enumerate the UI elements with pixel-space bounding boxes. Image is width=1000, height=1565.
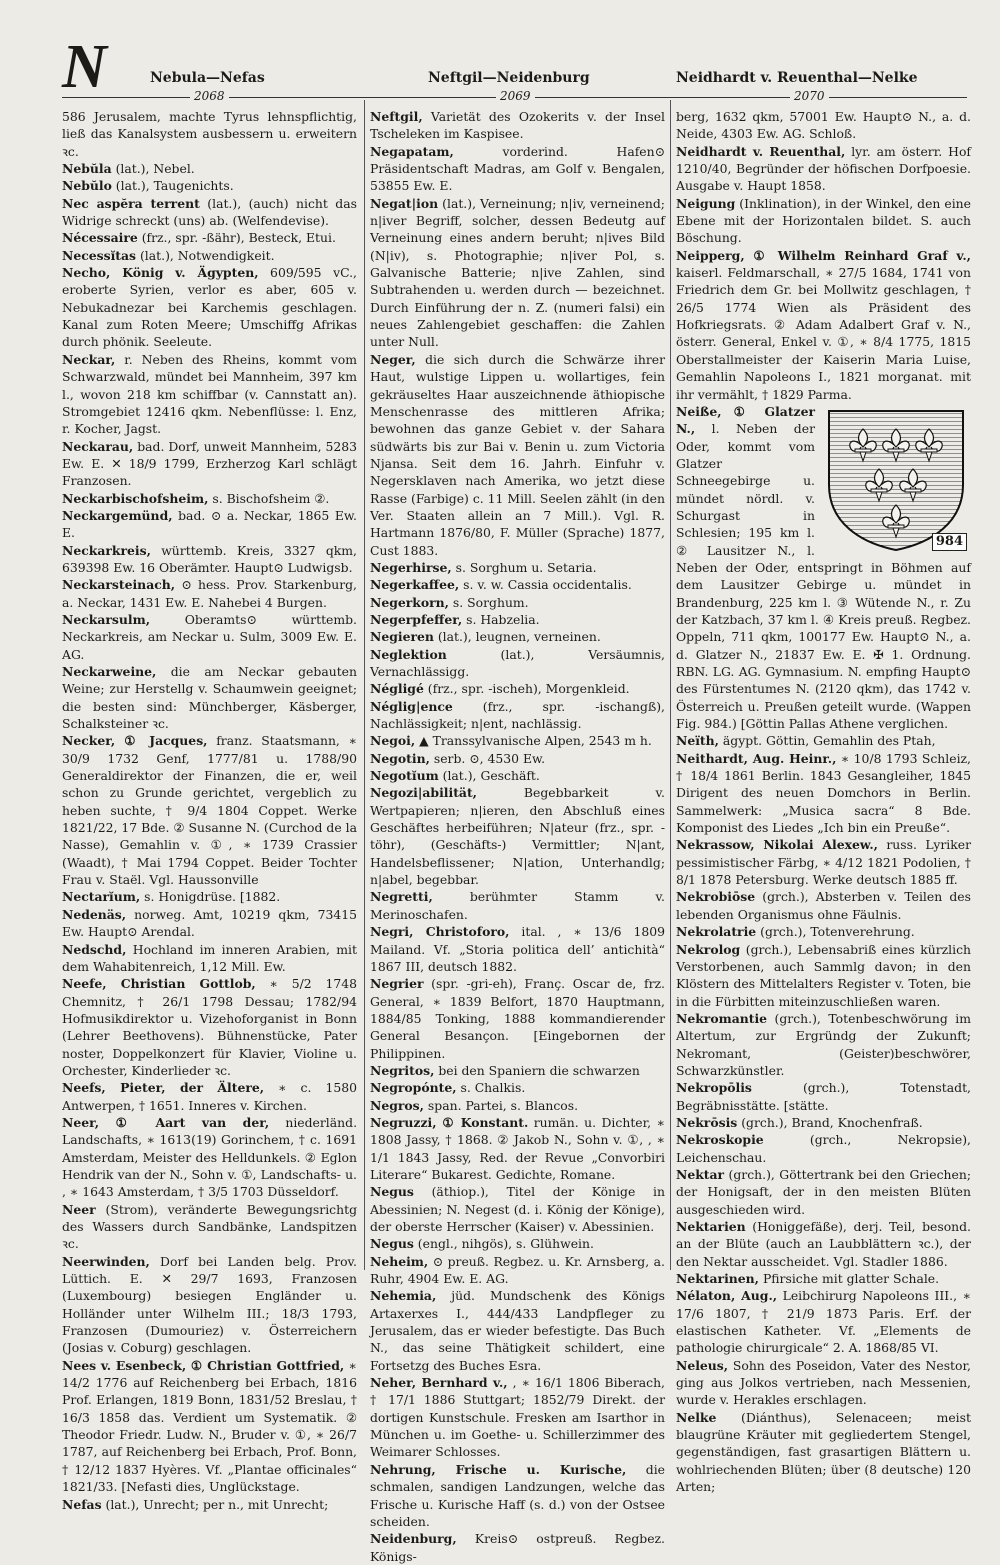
entry-headword: Nebŭla	[62, 161, 112, 177]
entry-text: ▲ Transsylvanische Alpen, 2543 m h.	[415, 733, 652, 749]
entry-text: s. Chalkis.	[456, 1080, 526, 1096]
entry-text: (lat.), Geschäft.	[438, 768, 540, 784]
dictionary-entry	[62, 663, 357, 732]
entry-text: vorderind. Hafen⊙ Präsidentschaft Madras, am Golf v. Bengalen, 53855 Ew. E.	[370, 143, 665, 194]
entry-headword: Neigung	[676, 195, 736, 211]
entry-text: (frz., spr. -ßähr), Besteck, Etui.	[137, 230, 336, 246]
entry-text: kaiserl. Feldmarschall, ∗ 27/5 1684, 1741 von Friedrich dem Gr. bei Mollwitz geschlagen, † 26/5 1774 Wien als Präsident des Hofkriegsrats. ② Adam Adalbert Graf v. N., österr. General, Enkel v. ①, ∗ 8/4 1775, 1815 Oberstallmeister der Kaiserin Maria Luise, Gemahlin Napoleons I., 1821 morganat. mit ihr vermählt, † 1829 Parma.	[676, 265, 971, 402]
dictionary-entry	[370, 1097, 665, 1114]
dictionary-entry	[676, 403, 971, 733]
entry-headword: Nekrōsis	[676, 1114, 738, 1130]
entry-headword: Neglektion	[370, 646, 447, 662]
entry-headword: Negerkorn,	[370, 594, 449, 610]
entry-text: 586 Jerusalem, machte Tyrus lehnspflichtig, ließ das Kanalsystem ausbessern u. erweitern ꝛc.	[62, 109, 357, 159]
entry-text: Oberamts⊙ württemb. Neckarkreis, am Neckar u. Sulm, 3009 Ew. E. AG.	[62, 611, 357, 662]
entry-text: bad. ⊙ a. Neckar, 1865 Ew. E.	[62, 507, 357, 541]
entry-text: (lat.), Taugenichts.	[111, 178, 234, 194]
entry-headword: Neipperg, ① Wilhelm Reinhard Graf v.,	[676, 247, 971, 263]
entry-text: (lat.), Versäumnis, Vernachlässigg.	[370, 646, 665, 679]
dictionary-entry	[370, 646, 665, 681]
entry-text: s. Habzelia.	[462, 611, 540, 627]
entry-text: ∗ 14/2 1776 auf Reichenberg bei Erbach, 1816 Prof. Erlangen, 1819 Bonn, 1831/52 Breslau, † 16/3 1858 das. Verdient um Systematik. ② Theodor Friedr. Ludw. N., Bruder v. ①, ∗ 26/7 1787, auf Reichenberg bei Erbach, Prof. Bonn, † 12/12 1837 Hyères. Vf. „Plantae officinales“ 1821/33. [Nefasti dies, Unglückstage.	[62, 1357, 357, 1495]
dictionary-entry	[62, 906, 357, 941]
entry-headword: Nedenäs,	[62, 906, 127, 922]
dictionary-entry	[676, 108, 971, 143]
dictionary-entry	[62, 177, 357, 194]
dictionary-entry	[676, 750, 971, 837]
entry-headword: Neefs, Pieter, der Ältere,	[62, 1080, 265, 1096]
dictionary-entry	[62, 1201, 357, 1253]
dictionary-entry	[676, 941, 971, 1010]
entry-text: (spr. -gri-eh), Franç. Oscar de, frz. General, ∗ 1839 Belfort, 1870 Hauptmann, 1884/85 Tonking, 1888 kommandierender General Besançon. [Eingebornen der Philippinen.	[370, 976, 665, 1061]
dictionary-entry	[370, 195, 665, 351]
dictionary-entry	[676, 836, 971, 888]
entry-text: (Inklination), in der Winkel, den eine Ebene mit der Horizontalen bildet. S. auch Böschung.	[676, 195, 971, 246]
entry-headword: Neckarweine,	[62, 664, 157, 679]
entry-text: (grch.), Göttertrank bei den Griechen; der Honigsaft, der in den meisten Blüten ausgeschieden wird.	[676, 1166, 971, 1217]
column-divider	[670, 100, 671, 1270]
entry-headword: Negri, Christoforo,	[370, 924, 510, 940]
dictionary-entry	[62, 542, 357, 577]
entry-text: rumän. u. Dichter, ∗ 1808 Jassy, † 1868. ② Jakob N., Sohn v. ①, , ∗ 1/1 1843 Jassy, Red. der Revue „Convorbiri Literare“ Bukarest. Gedichte, Romane.	[370, 1114, 665, 1182]
dictionary-entry	[370, 1253, 665, 1288]
dictionary-entry	[370, 750, 665, 767]
entry-text: bei den Spaniern die schwarzen	[434, 1062, 640, 1078]
dictionary-entry	[62, 975, 357, 1079]
entry-headword: Nekromantie	[676, 1010, 768, 1026]
dictionary-entry	[370, 767, 665, 784]
dictionary-entry	[676, 1357, 971, 1409]
entry-text: (lat.), Verneinung; n|iv, verneinend; n|iver Begriff, solcher, dessen Bedeutg auf Verneinung eines andern beruht; n|ives Bild (N|iv), s. Photographie; n|iver Pol, s. Galvanische Batterie; n|ive Zahlen, sind Subtrahenden u. werden durch — bezeichnet. Durch Einführung der n. Z. (numeri falsi) ein neues Zahlengebiet geschaffen: die Zahlen unter Null.	[370, 195, 665, 350]
dictionary-entry	[62, 507, 357, 542]
entry-headword: Nécessaire	[62, 230, 138, 246]
page-number-1: 2068	[190, 89, 229, 103]
dictionary-entry	[676, 1409, 971, 1496]
dictionary-entry	[676, 1270, 971, 1287]
entry-headword: Nektar	[676, 1166, 725, 1182]
dictionary-entry	[676, 732, 971, 749]
entry-text: (frz., spr. -ischeh), Morgenkleid.	[423, 681, 630, 697]
dictionary-entry	[370, 1183, 665, 1235]
entry-text: ∗ 5/2 1748 Chemnitz, † 26/1 1798 Dessau; 1782/94 Hofmusikdirektor u. Vizehoforganist in Bonn (Lehrer Beethovens). Bühnenstücke, Pater noster, Doppelkonzert für Klavier, Violine u. Orchester, Kinderlieder ꝛc.	[62, 976, 357, 1078]
entry-text: ital. , ∗ 13/6 1809 Mailand. Vf. „Storia politica dell’ antichità“ 1867 III, deutsch 1882.	[370, 924, 665, 974]
dictionary-entry	[62, 576, 357, 611]
entry-headword: Neckar,	[62, 351, 116, 367]
entry-headword: Negotin,	[370, 750, 430, 766]
column-divider	[364, 100, 365, 1270]
dictionary-entry	[370, 1062, 665, 1079]
entry-text: russ. Lyriker pessimistischer Färbg, ∗ 4/12 1821 Podolien, † 8/1 1878 Petersburg. Werke deutsch 1885 ff.	[676, 837, 971, 888]
dictionary-entry	[370, 576, 665, 593]
dictionary-entry	[62, 941, 357, 976]
dictionary-entry	[62, 247, 357, 264]
entry-headword: Neerwinden,	[62, 1253, 150, 1269]
entry-text: (Diánthus), Selenaceen; meist blaugrüne Kräuter mit gegliedertem Stengel, gegenständigen, fast grasartigen Blättern u. wohlriechenden Blüten; über (8 deutsche) 120 Arten;	[676, 1409, 971, 1495]
entry-headword: Negrier	[370, 976, 424, 992]
dictionary-entry	[676, 143, 971, 195]
entry-headword: Nekrolatrie	[676, 924, 757, 940]
entry-text: Pfirsiche mit glatter Schale.	[759, 1271, 940, 1287]
figure-number: 984	[932, 533, 967, 551]
entry-headword: Nehrung, Frische u. Kurische,	[370, 1461, 627, 1477]
entry-text: r. Neben des Rheins, kommt vom Schwarzwald, mündet bei Mannheim, 397 km l., wovon 218 km schiffbar (v. Cannstatt an). Stromgebiet 12416 qkm. Nebenflüsse: l. Enz, r. Kocher, Jagst.	[62, 351, 357, 437]
entry-text: (frz., spr. -ischangß), Nachlässigkeit; n|ent, nachlässig.	[370, 698, 665, 732]
dictionary-entry	[370, 594, 665, 611]
entry-headword: Nekroskopie	[676, 1132, 764, 1148]
dictionary-entry	[62, 1079, 357, 1114]
entry-headword: Negieren	[370, 629, 434, 645]
entry-headword: Nees v. Esenbeck, ① Christian Gottfried,	[62, 1357, 345, 1373]
dictionary-entry	[62, 1357, 357, 1496]
dictionary-entry	[370, 108, 665, 143]
entry-text: span. Partei, s. Blancos.	[423, 1097, 579, 1113]
dictionary-entry	[676, 1131, 971, 1166]
dictionary-entry	[676, 195, 971, 247]
entry-text: württemb. Kreis, 3327 qkm, 639398 Ew. 16 Oberämter. Haupt⊙ Ludwigsb.	[62, 542, 357, 575]
entry-text: (grch.), Totenverehrung.	[756, 924, 915, 940]
entry-text: die am Neckar gebauten Weine; zur Herstellg v. Schaumwein geeignet; die besten sind: Münchberger, Käsberger, Schalksteiner ꝛc.	[62, 664, 357, 732]
entry-headword: Neiße, ① Glatzer N.,	[676, 403, 815, 437]
entry-headword: Nectarĭum,	[62, 889, 141, 905]
entry-text: (lat.), Notwendigkeit.	[136, 247, 275, 263]
entry-headword: Nec aspĕra terrent	[62, 195, 200, 211]
entry-headword: Nebŭlo	[62, 178, 112, 194]
entry-text: ⊙ preuß. Regbez. u. Kr. Arnsberg, a. Ruhr, 4904 Ew. E. AG.	[370, 1253, 665, 1287]
entry-headword: Nektarien	[676, 1219, 746, 1234]
entry-headword: Neheim,	[370, 1253, 429, 1269]
entry-text: (lat.), Nebel.	[111, 161, 195, 177]
entry-headword: Negros,	[370, 1097, 424, 1113]
dictionary-entry	[370, 680, 665, 697]
entry-headword: Negat|ion	[370, 195, 439, 211]
entry-headword: Neidhardt v. Reuenthal,	[676, 143, 846, 159]
dictionary-entry	[62, 1253, 357, 1357]
entry-text: (grch.), Totenbeschwörung im Altertum, zur Ergründg der Zukunft; Nekromant, (Geister)beschwörer, Schwarzkünstler.	[676, 1010, 971, 1078]
entry-headword: Necker, ① Jacques,	[62, 733, 208, 749]
entry-text: Varietät des Ozokerits v. der Insel Tscheleken im Kaspisee.	[370, 109, 665, 142]
dictionary-entry	[676, 1218, 971, 1270]
entry-headword: Nekrolog	[676, 941, 741, 957]
entry-headword: Neer	[62, 1201, 96, 1217]
dictionary-entry	[62, 888, 357, 905]
entry-text: franz. Staatsmann, ∗ 30/9 1732 Genf, 1777/81 u. 1788/90 Generaldirektor der Finanzen, die er, weil schon zu Grunde gerichtet, vergeblich zu heben suchte, † 9/4 1804 Coppet. Werke 1821/22, 17 Bde. ② Susanne N. (Curchod de la Nasse), Gemahlin v. ①, ∗ 1739 Crassier (Waadt), † Mai 1794 Coppet. Beider Tochter Frau v. Staël. Vgl. Haussonville	[62, 733, 357, 888]
running-header-left: Nebula—Nefas	[150, 70, 265, 86]
entry-text: s. v. w. Cassia occidentalis.	[459, 577, 632, 593]
entry-headword: Nelke	[676, 1409, 717, 1425]
dictionary-entry	[370, 784, 665, 888]
entry-text: Kreis⊙ ostpreuß. Regbez. Königs-	[370, 1531, 665, 1564]
dictionary-entry	[676, 247, 971, 403]
entry-headword: Negoi,	[370, 733, 416, 749]
entry-text: bad. Dorf, unweit Mannheim, 5283 Ew. E. ✕ 18/9 1799, Erzherzog Karl schlägt Franzosen.	[62, 438, 357, 489]
dictionary-entry	[62, 1114, 357, 1201]
dictionary-entry	[676, 888, 971, 923]
entry-headword: Nekropōlis	[676, 1080, 752, 1096]
entry-headword: Negotĭum	[370, 768, 439, 784]
entry-text: (engl., nihgös), s. Glühwein.	[413, 1236, 594, 1252]
dictionary-entry	[370, 698, 665, 733]
dictionary-entry	[370, 559, 665, 576]
entry-text: (lat.), Unrecht; per n., mit Unrecht;	[101, 1496, 329, 1512]
text-column-3	[676, 108, 971, 1495]
dictionary-entry	[370, 1374, 665, 1461]
dictionary-entry	[370, 888, 665, 923]
entry-headword: Neer, ① Aart van der,	[62, 1114, 270, 1130]
coat-of-arms-figure	[821, 405, 971, 553]
dictionary-entry	[370, 732, 665, 749]
entry-headword: Neckarkreis,	[62, 542, 151, 558]
entry-text: (äthiop.), Titel der Könige in Abessinien; N. Negest (d. i. König der Könige), der oberste Herrscher (Kaiser) v. Abessinien.	[370, 1184, 665, 1234]
entry-text: (lat.), leugnen, verneinen.	[433, 629, 601, 645]
entry-headword: Neftgil,	[370, 109, 423, 124]
entry-text: s. Bischofsheim ②.	[208, 490, 330, 506]
dictionary-entry	[676, 1010, 971, 1079]
dictionary-entry	[370, 143, 665, 195]
dictionary-entry	[370, 1530, 665, 1565]
entry-headword: Necho, König v. Ägypten,	[62, 265, 259, 281]
entry-text: Sohn des Poseidon, Vater des Nestor, ging aus Jolkos vertrieben, nach Messenien, wurde v. Herakles erschlagen.	[676, 1357, 971, 1408]
dictionary-entry	[370, 1235, 665, 1252]
entry-text: Hochland im inneren Arabien, mit dem Wahabitenreich, 1,12 Mill. Ew.	[62, 941, 357, 974]
entry-text: ⊙ hess. Prov. Starkenburg, a. Neckar, 1431 Ew. E. Nahebei 4 Burgen.	[62, 577, 357, 610]
entry-text: jüd. Mundschenk des Königs Artaxerxes I., 444/433 Landpfleger zu Jerusalem, das er wieder befestigte. Das Buch N., das seine Thätigkeit schildert, eine Fortsetzg des Buches Esra.	[370, 1288, 665, 1373]
entry-headword: Negerpfeffer,	[370, 611, 463, 627]
entry-headword: Neïth,	[676, 733, 719, 749]
entry-headword: Neckarau,	[62, 438, 134, 454]
dictionary-entry	[370, 1287, 665, 1374]
entry-headword: Neckarsteinach,	[62, 577, 176, 593]
entry-headword: Neithardt, Aug. Heinr.,	[676, 750, 837, 766]
dictionary-entry	[370, 1461, 665, 1530]
entry-headword: Neher, Bernhard v.,	[370, 1375, 508, 1391]
entry-text: ∗ c. 1580 Antwerpen, † 1651. Inneres v. Kirchen.	[62, 1080, 357, 1113]
entry-headword: Negozi|abilität,	[370, 785, 477, 801]
dictionary-entry	[62, 732, 357, 888]
entry-headword: Nélaton, Aug.,	[676, 1288, 778, 1304]
entry-headword: Neckarbischofsheim,	[62, 490, 209, 506]
dictionary-entry	[370, 611, 665, 628]
dictionary-entry	[62, 490, 357, 507]
entry-text: Leibchirurg Napoleons III., ∗ 17/6 1807, † 21/9 1873 Paris. Erf. der elastischen Katheter. Vf. „Elements de pathologie chirurgicale“ 2. A. 1868/85 VI.	[676, 1288, 971, 1356]
entry-text: s. Sorghum u. Setaria.	[451, 559, 597, 575]
entry-text: , ∗ 16/1 1806 Biberach, † 17/1 1886 Stuttgart; 1852/79 Direkt. der dortigen Kunstschule. Fresken am Isarthor in München u. im Goethe- u. Schillerzimmer des Weimarer Schlosses.	[370, 1375, 665, 1460]
page-number-2: 2069	[496, 89, 535, 103]
dictionary-entry	[62, 611, 357, 663]
entry-text: serb. ⊙, 4530 Ew.	[429, 750, 546, 766]
entry-text: niederländ. Landschafts, ∗ 1613(19) Gorinchem, † c. 1691 Amsterdam, Meister des Helldunkels. ② Eglon Hendrik van der N., Sohn v. ①, Landschafts- u. , ∗ 1643 Amsterdam, † 3/5 1703 Düsseldorf.	[62, 1114, 358, 1200]
running-header-right: Neidhardt v. Reuenthal—Nelke	[676, 70, 918, 86]
section-letter: N	[62, 33, 107, 101]
entry-text: s. Sorghum.	[448, 594, 529, 610]
entry-text: (Honiggefäße), derj. Teil, besond. an der Blüte (auch an Laubblättern ꝛc.), der den Nektar ausscheidet. Vgl. Stadler 1886.	[676, 1219, 971, 1269]
text-column-2	[370, 108, 665, 1564]
entry-headword: Negerkaffee,	[370, 577, 460, 593]
entry-text: l. Neben der Oder, kommt vom Glatzer Schneegebirge u. mündet nördl. v. Schurgast in Schlesien; 195 km l. ② Lausitzer N., l. Neben der Oder, entspringt in Böhmen auf dem Lausitzer Gebirge u. mündet in Brandenburg, 225 km l. ③ Wütende N., r. Zu der Katzbach, 37 km l. ④ Kreis preuß. Regbez. Oppeln, 711 qkm, 100177 Ew. Haupt⊙ N., a. d. Glatzer N., 21837 Ew. E. ✠ 1. Ordnung. RBN. LG. AG. Gymnasium. N. empfing Haupt⊙ des Fürstentumes N. (2120 qkm), das 1742 v. Österreich u. Preußen geteilt wurde. (Wappen Fig. 984.) [Göttin Pallas Athene verglichen.	[676, 421, 971, 732]
dictionary-entry	[62, 1496, 357, 1513]
dictionary-entry	[676, 1166, 971, 1218]
dictionary-entry	[676, 1287, 971, 1356]
entry-headword: Nekrassow, Nikolai Alexew.,	[676, 837, 878, 853]
dictionary-entry	[62, 160, 357, 177]
entry-text: (grch.), Brand, Knochenfraß.	[737, 1114, 923, 1130]
dictionary-entry	[62, 351, 357, 438]
running-header-middle: Neftgil—Neidenburg	[428, 70, 590, 86]
entry-headword: Neleus,	[676, 1357, 729, 1373]
entry-text: (grch.), Lebensabriß eines kürzlich Verstorbenen, auch Sammlg davon; in den Klöstern des Mittelalters Register v. Toten, bie in die Fürbitten miteinzuschließen waren.	[676, 941, 971, 1009]
entry-headword: Nekrobiōse	[676, 889, 756, 905]
dictionary-entry	[370, 351, 665, 559]
dictionary-entry	[62, 108, 357, 160]
entry-text: Dorf bei Landen belg. Prov. Lüttich. E. ✕ 29/7 1693, Franzosen (Luxembourg) besiegen Engländer u. Holländer unter Wilhelm III.; 18/3 1793, Franzosen (Dumouriez) v. Österreichern (Josias v. Coburg) geschlagen.	[62, 1253, 357, 1356]
dictionary-entry	[370, 1079, 665, 1096]
entry-headword: Necessĭtas	[62, 247, 137, 263]
entry-headword: Negus	[370, 1184, 414, 1200]
dictionary-entry	[370, 975, 665, 1062]
dictionary-entry	[676, 1079, 971, 1114]
entry-headword: Negritos,	[370, 1062, 435, 1078]
page-number-3: 2070	[790, 89, 829, 103]
fleur-de-lis-shield-icon	[821, 405, 971, 553]
entry-headword: Néglig|ence	[370, 698, 453, 714]
dictionary-entry	[370, 923, 665, 975]
dictionary-entry	[676, 1114, 971, 1131]
entry-headword: Neger,	[370, 351, 416, 367]
entry-headword: Negapatam,	[370, 143, 454, 159]
dictionary-entry	[676, 923, 971, 940]
entry-headword: Negus	[370, 1236, 414, 1252]
entry-headword: Negropónte,	[370, 1080, 457, 1096]
entry-text: (grch.), Totenstadt, Begräbnisstätte. [stätte.	[676, 1080, 971, 1113]
text-column-1	[62, 108, 358, 1512]
entry-headword: Neckargemünd,	[62, 507, 173, 523]
entry-headword: Neckarsulm,	[62, 611, 151, 627]
entry-headword: Négligé	[370, 681, 424, 697]
entry-headword: Nektarinen,	[676, 1271, 759, 1287]
entry-text: Begebbarkeit v. Wertpapieren; n|ieren, den Abschluß eines Geschäftes herbeiführen; N|ateur (frz., spr. -töhr), (Geschäfts-) Vermittler; N|ant, Handelsbeflissener; N|ation, Unterhandlg; n|abel, begebbar.	[370, 785, 665, 888]
entry-headword: Neefe, Christian Gottlob,	[62, 976, 256, 992]
entry-text: s. Honigdrüse. [1882.	[140, 889, 281, 905]
entry-text: 609/595 vC., eroberte Syrien, verlor es aber, 605 v. Nebukadnezar bei Karchemis geschlagen. Kanal zum Roten Meere; Umschiffg Afrikas durch phönik. Seeleute.	[62, 265, 357, 350]
entry-text: die schmalen, sandigen Landzungen, welche das Frische u. Kurische Haff (s. d.) von der Ostsee scheiden.	[370, 1461, 665, 1529]
dictionary-entry	[62, 229, 357, 246]
entry-text: die sich durch die Schwärze ihrer Haut, wulstige Lippen u. wollartiges, fein gekräuseltes Haar auszeichnende äthiopische Menschenrasse des mittleren Afrika; bewohnen das ganze Gebiet v. der Sahara südwärts bis zur Bai v. Benin u. zum Victoria Njansa. Seit dem 16. Jahrh. Einfuhr v. Negersklaven nach Amerika, wo jetzt diese Rasse (Farbige) c. 11 Mill. Seelen zählt (in den Ver. Staaten allein an 7 Mill.). Vgl. R. Hartmann 1876/80, F. Müller (Sprache) 1877, Cust 1883.	[370, 351, 665, 558]
entry-headword: Negretti,	[370, 889, 433, 905]
dictionary-entry	[62, 264, 357, 351]
dictionary-entry	[62, 438, 357, 490]
entry-text: lyr. am österr. Hof 1210/40, Begründer der höfischen Dorfpoesie. Ausgabe v. Haupt 1858.	[676, 143, 971, 194]
entry-text: ∗ 10/8 1793 Schleiz, † 18/4 1861 Berlin. 1843 Gesangleiher, 1845 Dirigent des neuen Domchors in Berlin. Sammelwerk: „Musica sacra“ 8 Bde. Komponist des Liedes „Ich bin ein Preuße“.	[676, 750, 971, 836]
entry-text: (lat.), (auch) nicht das Widrige schreckt (uns) ab. (Welfendevise).	[62, 195, 357, 229]
entry-text: (grch., Nekropsie), Leichenschau.	[676, 1132, 971, 1165]
dictionary-entry	[62, 195, 357, 230]
dictionary-entry	[370, 628, 665, 645]
entry-headword: Neidenburg,	[370, 1531, 457, 1547]
entry-text: ägypt. Göttin, Gemahlin des Ptah,	[718, 733, 936, 749]
entry-headword: Nedschd,	[62, 941, 127, 957]
entry-text: norweg. Amt, 10219 qkm, 73415 Ew. Haupt⊙ Arendal.	[62, 906, 357, 940]
entry-headword: Negruzzi, ① Konstant.	[370, 1114, 529, 1130]
entry-text: berühmter Stamm v. Merinoschafen.	[370, 889, 665, 922]
entry-text: berg, 1632 qkm, 57001 Ew. Haupt⊙ N., a. d. Neide, 4303 Ew. AG. Schloß.	[676, 109, 971, 142]
dictionary-entry	[370, 1114, 665, 1183]
entry-headword: Nefas	[62, 1496, 102, 1512]
entry-text: (Strom), veränderte Bewegungsrichtg des Wassers durch Sandbänke, Landspitzen ꝛc.	[62, 1201, 357, 1252]
entry-text: (grch.), Absterben v. Teilen des lebenden Organismus ohne Fäulnis.	[676, 889, 971, 922]
entry-headword: Nehemia,	[370, 1288, 437, 1304]
entry-headword: Negerhirse,	[370, 559, 452, 575]
